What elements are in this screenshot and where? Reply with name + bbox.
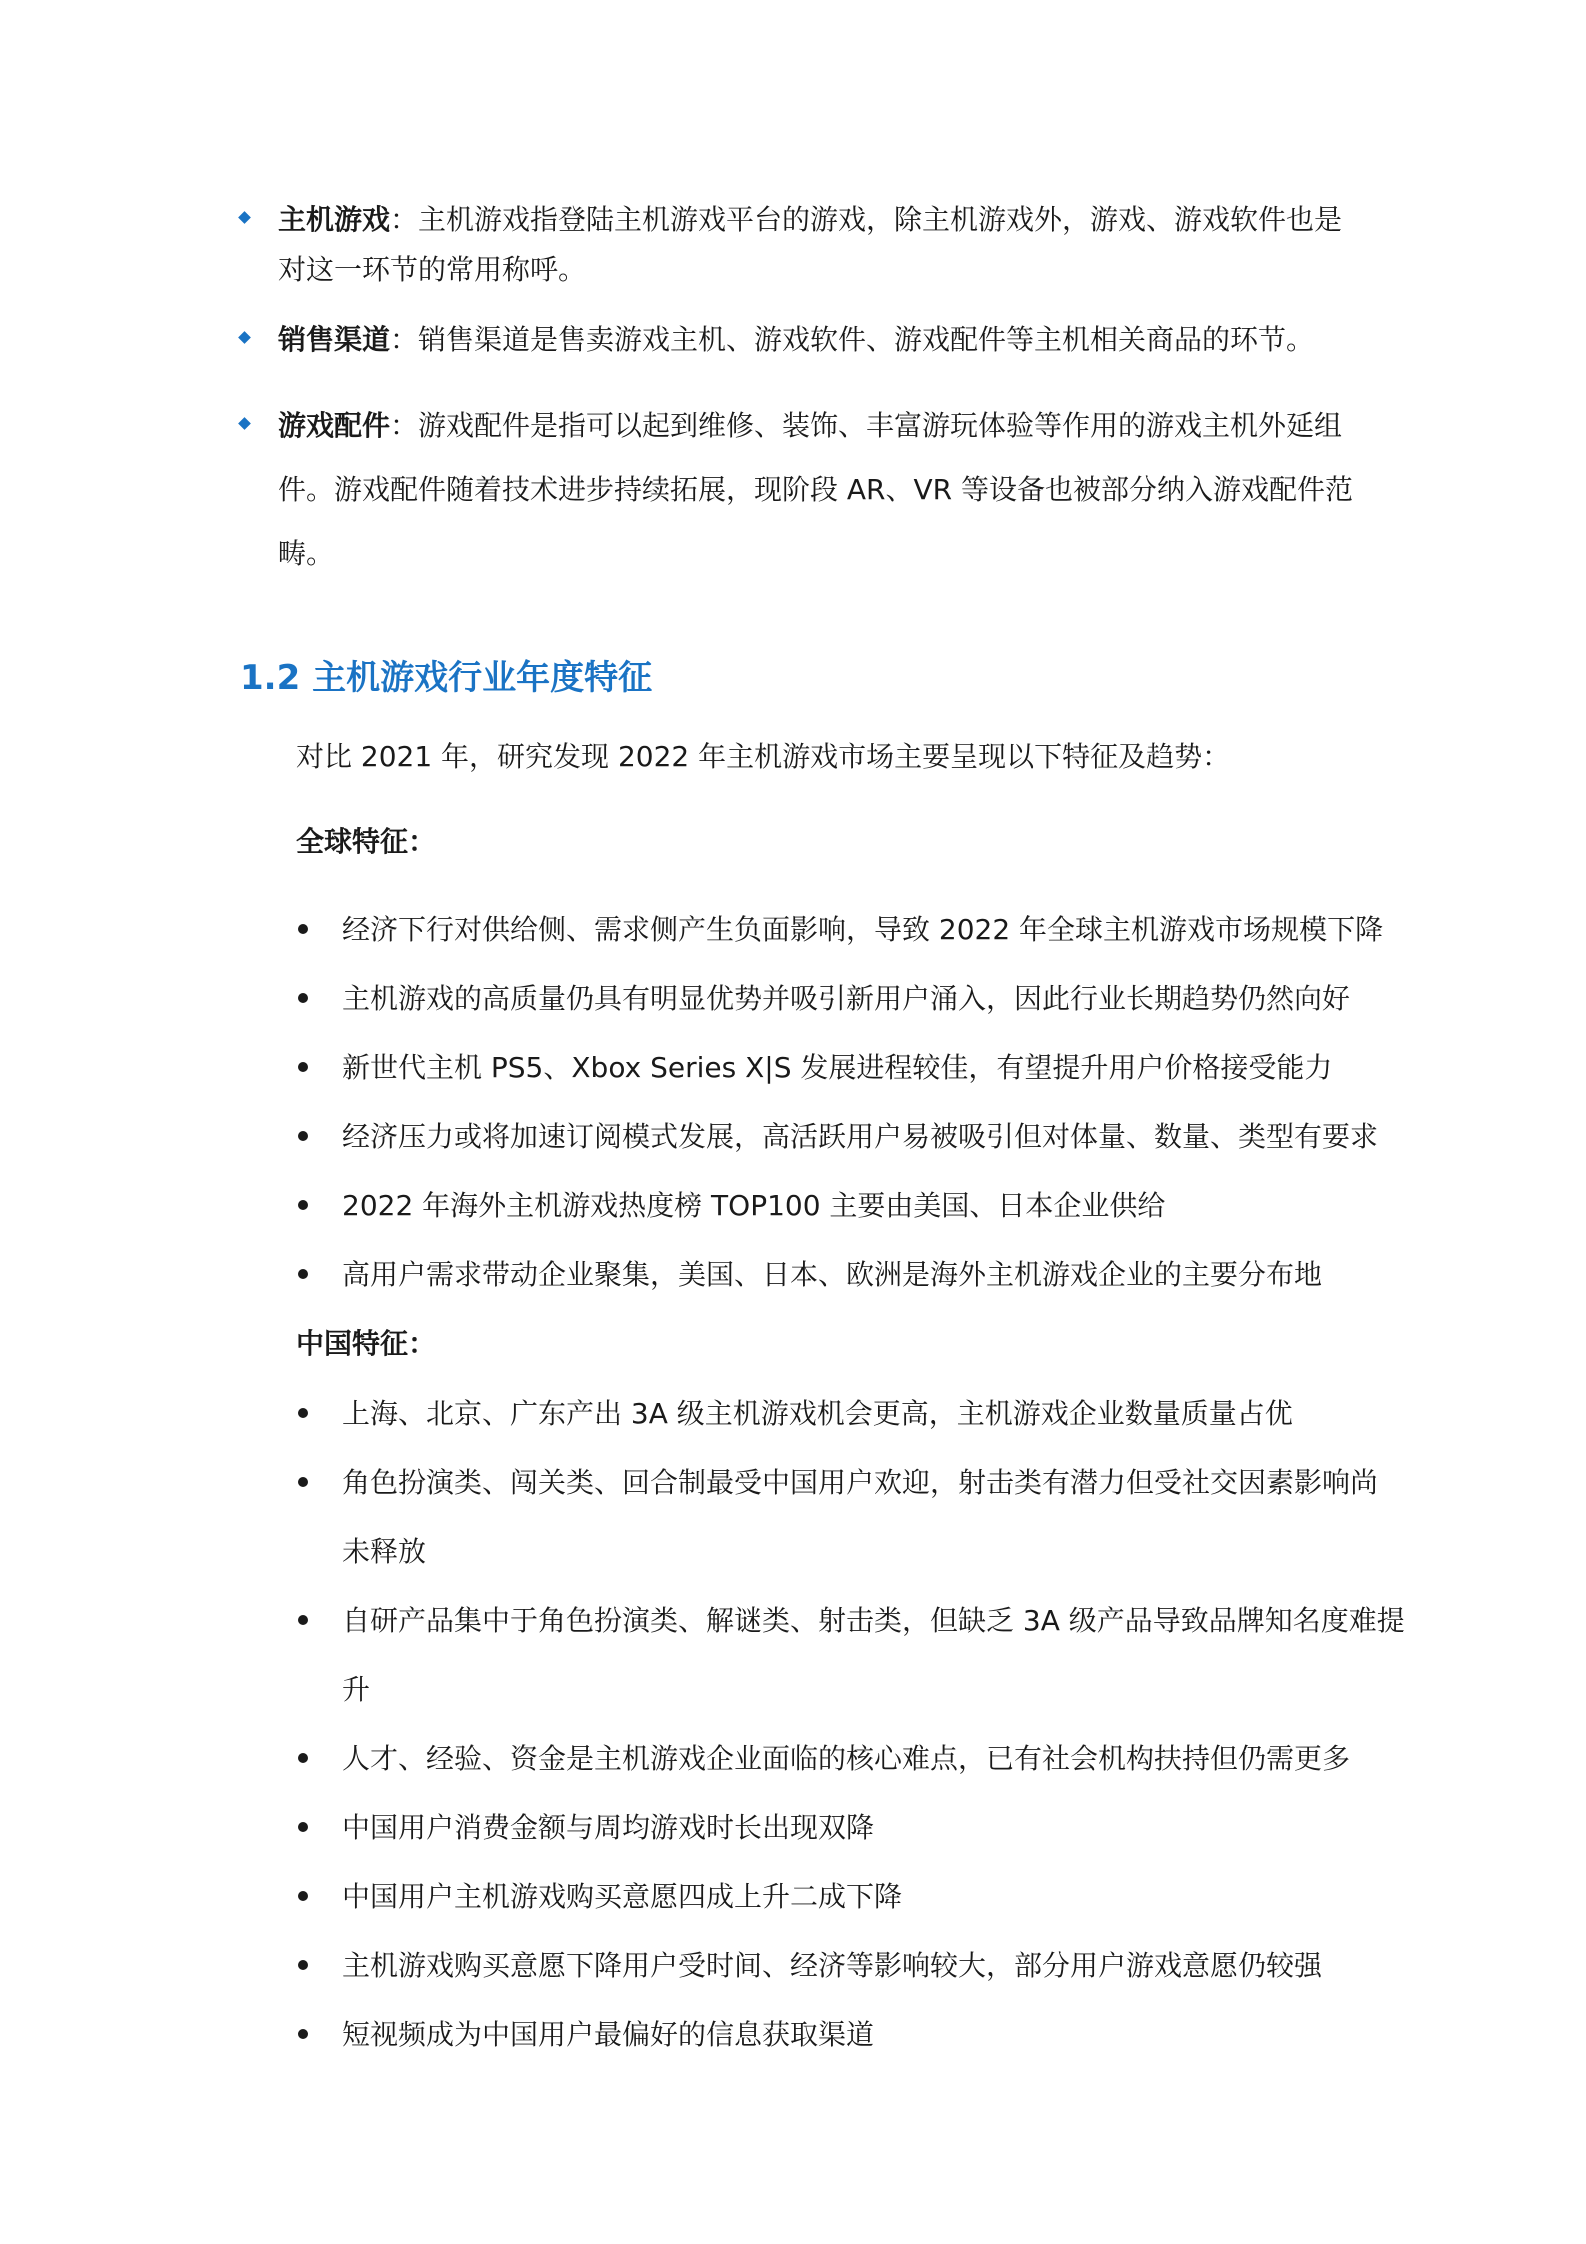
definition-term: 销售渠道 (278, 323, 391, 356)
definition-term: 游戏配件 (278, 409, 391, 442)
global-subheading: 全球特征： (296, 825, 437, 858)
section-intro: 对比 2021 年，研究发现 2022 年主机游戏市场主要呈现以下特征及趋势： (296, 740, 1231, 773)
definition-line: 件。游戏配件随着技术进步持续拓展，现阶段 AR、VR 等设备也被部分纳入游戏配件范 (278, 473, 1354, 506)
definition-term: 主机游戏 (278, 203, 391, 236)
definition-line: 游戏配件：游戏配件是指可以起到维修、装饰、丰富游玩体验等作用的游戏主机外延组 (278, 409, 1343, 442)
bullet-icon (298, 1822, 308, 1832)
definition-line: 主机游戏：主机游戏指登陆主机游戏平台的游戏，除主机游戏外，游戏、游戏软件也是 (278, 203, 1343, 236)
bullet-icon (298, 1131, 308, 1141)
bullet-icon (298, 1753, 308, 1763)
bullet-icon (298, 1477, 308, 1487)
definition-line: 销售渠道：销售渠道是售卖游戏主机、游戏软件、游戏配件等主机相关商品的环节。 (278, 323, 1315, 356)
bullet-icon (298, 1891, 308, 1901)
diamond-bullet-icon (238, 417, 251, 430)
bullet-icon (298, 924, 308, 934)
bullet-icon (298, 993, 308, 1003)
definition-line: 对这一环节的常用称呼。 (278, 253, 587, 286)
bullet-icon (298, 2029, 308, 2039)
bullet-icon (298, 1408, 308, 1418)
china-subheading: 中国特征： (296, 1327, 437, 1360)
bullet-icon (298, 1960, 308, 1970)
document-page: 主机游戏：主机游戏指登陆主机游戏平台的游戏，除主机游戏外，游戏、游戏软件也是 对这一环节的常用称呼。 销售渠道：销售渠道是售卖游戏主机、游戏软件、游戏配件等主机相关商品的环节。 游戏配件：游戏配件是指可以起到维修、装饰、丰富游玩体验等作用的游戏主机外延组 件。游戏配件随着技术进步持续拓展，现阶段 AR、VR 等设备也被部分纳入游戏配件范 畴。 1.2 主机游戏行业年度特征 对比 2021 年，研究发现 2022 年主机游戏市场主要呈现以下特征及趋势： 全球特征： 经济下行对供给侧、需求侧产生负面影响，导致 2022 年全球主机游戏市场规模下降 主机游戏的高质量仍具有明显优势并吸引新用户涌入，因此行业长期趋势仍然向好 新世代主机 PS5、Xbox Series X|S 发展进程较佳，有望提升用户价格接受能力 经济压力或将加速订阅模式发展，高活跃用户易被吸引但对体量、数量、类型有要求 2022 年海外主机游戏热度榜 TOP100 主要由美国、日本企业供给 高用户需求带动企业聚集，美国、日本、欧洲是海外主机游戏企业的主要分布地 中国特征： 上海、北京、广东产出 3A 级主机游戏机会更高，主机游戏企业数量质量占优 角色扮演类、闯关类、回合制最受中国用户欢迎，射击类有潜力但受社交因素影响尚 未释放 自研产品集中于角色扮演类、解谜类、射击类，但缺乏 3A 级产品导致品牌知名度难提 升 人才、经验、资金是主机游戏企业面临的核心难点，已有社会机构扶持但仍需更多 中国用户消费金额与周均游戏时长出现双降 中国用户主机游戏购买意愿四成上升二成下降 主机游戏购买意愿下降用户受时间、经济等影响较大，部分用户游戏意愿仍较强 短视频成为中国用户最偏好的信息获取渠道 (0, 0, 1586, 2244)
definition-line: 畴。 (278, 537, 335, 570)
bullet-icon (298, 1269, 308, 1279)
bullet-icon (298, 1062, 308, 1072)
diamond-bullet-icon (238, 211, 251, 224)
diamond-bullet-icon (238, 331, 251, 344)
bullet-icon (298, 1200, 308, 1210)
section-heading: 1.2 主机游戏行业年度特征 (240, 658, 653, 698)
bullet-icon (298, 1615, 308, 1625)
